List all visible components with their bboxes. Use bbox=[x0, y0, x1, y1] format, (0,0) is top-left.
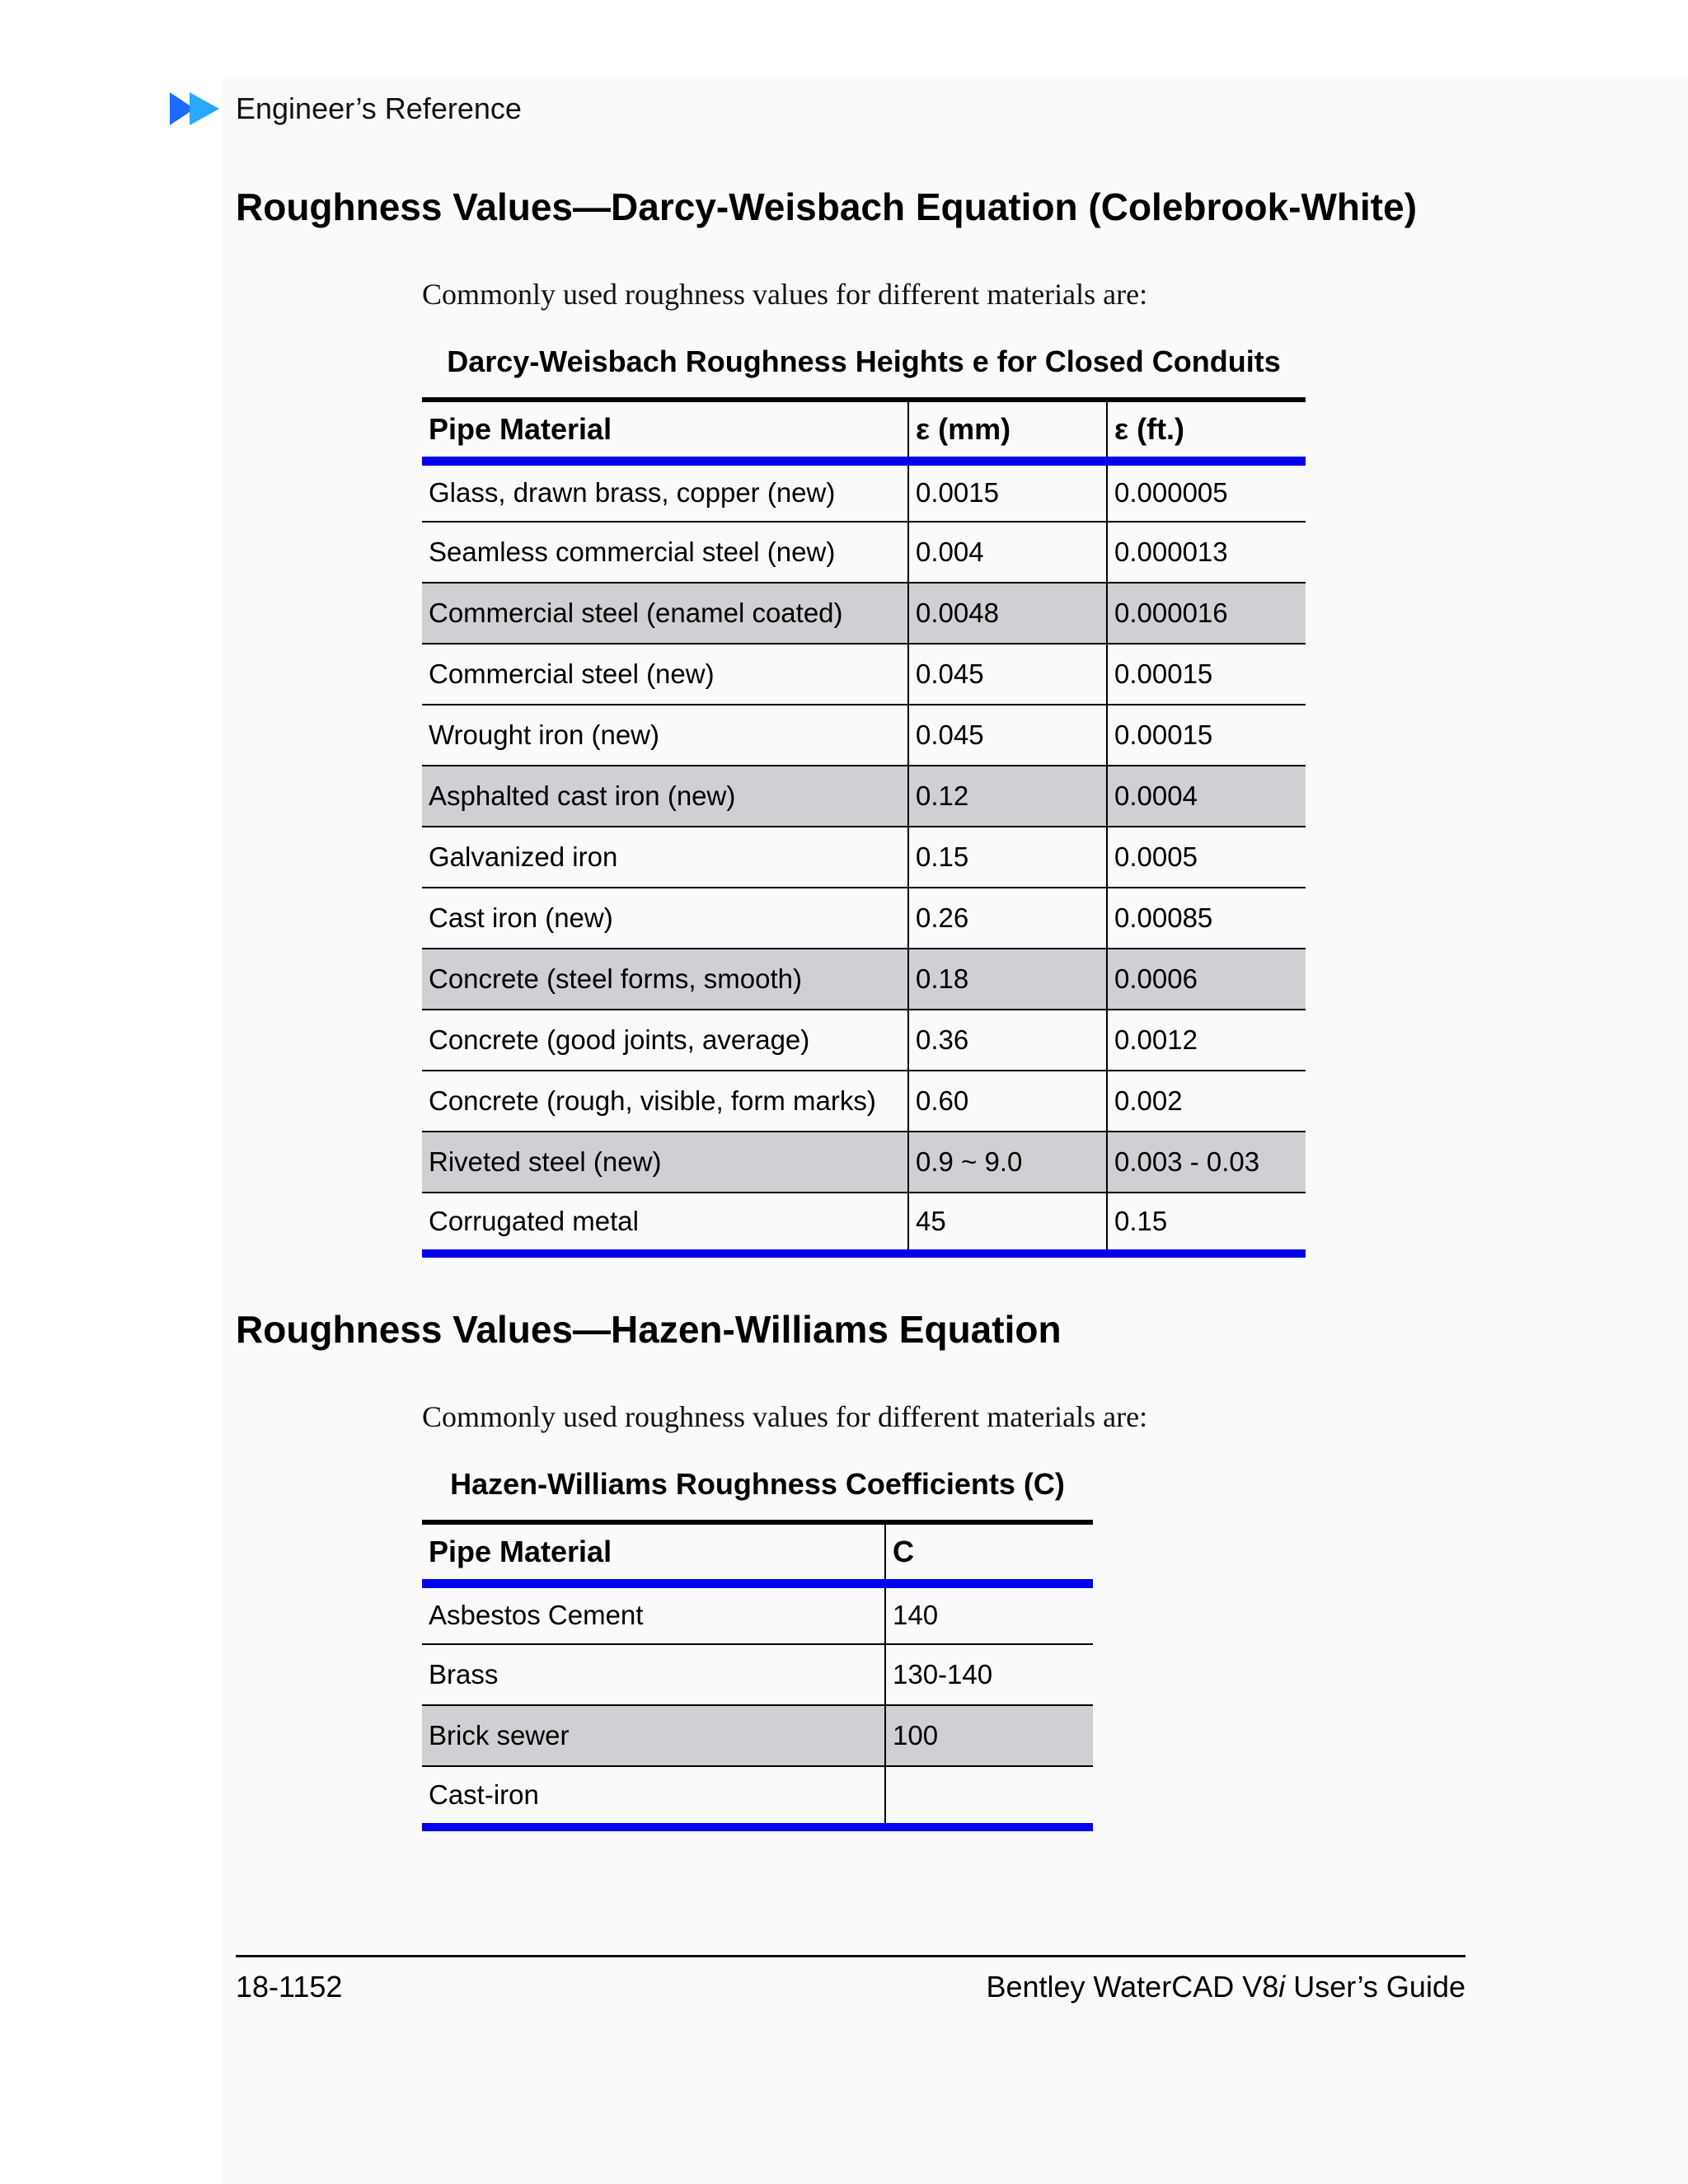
cell-epsilon-mm: 0.9 ~ 9.0 bbox=[908, 1132, 1107, 1193]
cell-epsilon-mm: 0.26 bbox=[908, 888, 1107, 949]
table-row bbox=[422, 766, 1306, 827]
cell-pipe-material: Cast iron (new) bbox=[422, 888, 908, 949]
cell-epsilon-mm: 0.12 bbox=[908, 766, 1107, 827]
cell-pipe-material: Concrete (good joints, average) bbox=[422, 1010, 908, 1071]
cell-pipe-material: Brass bbox=[422, 1644, 885, 1705]
table-row bbox=[422, 522, 1306, 583]
table-row bbox=[422, 1193, 1306, 1254]
table-row bbox=[422, 1644, 1093, 1705]
header-title: Engineer’s Reference bbox=[236, 91, 522, 125]
table-row bbox=[422, 949, 1306, 1010]
table-row bbox=[422, 827, 1306, 888]
cell-pipe-material: Glass, drawn brass, copper (new) bbox=[422, 461, 908, 522]
cell-c-value: 140 bbox=[885, 1583, 1093, 1644]
table-row bbox=[422, 461, 1306, 522]
cell-epsilon-ft: 0.003 - 0.03 bbox=[1107, 1132, 1306, 1193]
cell-epsilon-ft: 0.00015 bbox=[1107, 705, 1306, 766]
cell-epsilon-ft: 0.15 bbox=[1107, 1193, 1306, 1254]
section-title-hazen-williams: Roughness Values—Hazen-Williams Equation bbox=[236, 1308, 1062, 1351]
cell-pipe-material: Asphalted cast iron (new) bbox=[422, 766, 908, 827]
cell-epsilon-ft: 0.0012 bbox=[1107, 1010, 1306, 1071]
cell-epsilon-mm: 0.0015 bbox=[908, 461, 1107, 522]
cell-pipe-material: Galvanized iron bbox=[422, 827, 908, 888]
column-header-c: C bbox=[885, 1522, 1093, 1583]
cell-epsilon-mm: 0.18 bbox=[908, 949, 1107, 1010]
cell-pipe-material: Riveted steel (new) bbox=[422, 1132, 908, 1193]
table-row bbox=[422, 1583, 1093, 1644]
section-intro-darcy-weisbach: Commonly used roughness values for different materials are: bbox=[422, 278, 1148, 311]
cell-epsilon-ft: 0.00015 bbox=[1107, 644, 1306, 705]
cell-c-value: 130-140 bbox=[885, 1644, 1093, 1705]
cell-epsilon-mm: 0.15 bbox=[908, 827, 1107, 888]
cell-c-value: 100 bbox=[885, 1705, 1093, 1766]
cell-epsilon-ft: 0.002 bbox=[1107, 1071, 1306, 1132]
cell-pipe-material: Commercial steel (enamel coated) bbox=[422, 583, 908, 644]
table-header-row bbox=[422, 1522, 1093, 1583]
cell-pipe-material: Corrugated metal bbox=[422, 1193, 908, 1254]
running-header bbox=[170, 86, 522, 132]
cell-epsilon-ft: 0.000005 bbox=[1107, 461, 1306, 522]
table-row bbox=[422, 1132, 1306, 1193]
cell-epsilon-mm: 0.60 bbox=[908, 1071, 1107, 1132]
table-row bbox=[422, 583, 1306, 644]
table-caption-hazen-williams: Hazen-Williams Roughness Coefficients (C) bbox=[450, 1467, 1065, 1501]
column-header-epsilon-mm: ε (mm) bbox=[908, 400, 1107, 461]
darcy-weisbach-roughness-table bbox=[422, 397, 1306, 1258]
hazen-williams-coefficient-table bbox=[422, 1520, 1093, 1831]
cell-epsilon-mm: 45 bbox=[908, 1193, 1107, 1254]
table-header-row bbox=[422, 400, 1306, 461]
footer-rule bbox=[236, 1955, 1465, 1957]
guide-title bbox=[907, 1970, 1465, 2004]
page-number: 18-1152 bbox=[236, 1970, 343, 2004]
column-header-pipe-material: Pipe Material bbox=[422, 1522, 885, 1583]
cell-epsilon-ft: 0.00085 bbox=[1107, 888, 1306, 949]
table-row bbox=[422, 1766, 1093, 1827]
table-caption-darcy-weisbach: Darcy-Weisbach Roughness Heights e for Closed Conduits bbox=[447, 344, 1281, 378]
cell-pipe-material: Asbestos Cement bbox=[422, 1583, 885, 1644]
cell-epsilon-mm: 0.045 bbox=[908, 705, 1107, 766]
table-row bbox=[422, 1010, 1306, 1071]
cell-pipe-material: Concrete (rough, visible, form marks) bbox=[422, 1071, 908, 1132]
cell-epsilon-ft: 0.000013 bbox=[1107, 522, 1306, 583]
table-row bbox=[422, 644, 1306, 705]
cell-pipe-material: Concrete (steel forms, smooth) bbox=[422, 949, 908, 1010]
cell-epsilon-mm: 0.045 bbox=[908, 644, 1107, 705]
cell-c-value bbox=[885, 1766, 1093, 1827]
double-arrow-icon bbox=[170, 91, 221, 127]
section-title-darcy-weisbach: Roughness Values—Darcy-Weisbach Equation (Colebrook-White) bbox=[236, 185, 1418, 228]
cell-pipe-material: Wrought iron (new) bbox=[422, 705, 908, 766]
guide-title-prefix: Bentley WaterCAD V8 bbox=[986, 1970, 1279, 2004]
table-row bbox=[422, 705, 1306, 766]
cell-epsilon-mm: 0.0048 bbox=[908, 583, 1107, 644]
guide-title-italic: i bbox=[1278, 1970, 1286, 2004]
cell-epsilon-mm: 0.004 bbox=[908, 522, 1107, 583]
section-intro-hazen-williams: Commonly used roughness values for different materials are: bbox=[422, 1400, 1148, 1433]
table-row bbox=[422, 888, 1306, 949]
cell-pipe-material: Commercial steel (new) bbox=[422, 644, 908, 705]
column-header-pipe-material: Pipe Material bbox=[422, 400, 908, 461]
guide-title-suffix: User’s Guide bbox=[1285, 1970, 1465, 2004]
table-row bbox=[422, 1705, 1093, 1766]
column-header-epsilon-ft: ε (ft.) bbox=[1107, 400, 1306, 461]
cell-pipe-material: Brick sewer bbox=[422, 1705, 885, 1766]
cell-pipe-material: Seamless commercial steel (new) bbox=[422, 522, 908, 583]
table-row bbox=[422, 1071, 1306, 1132]
cell-epsilon-ft: 0.0006 bbox=[1107, 949, 1306, 1010]
cell-epsilon-mm: 0.36 bbox=[908, 1010, 1107, 1071]
cell-pipe-material: Cast-iron bbox=[422, 1766, 885, 1827]
cell-epsilon-ft: 0.0005 bbox=[1107, 827, 1306, 888]
cell-epsilon-ft: 0.000016 bbox=[1107, 583, 1306, 644]
cell-epsilon-ft: 0.0004 bbox=[1107, 766, 1306, 827]
